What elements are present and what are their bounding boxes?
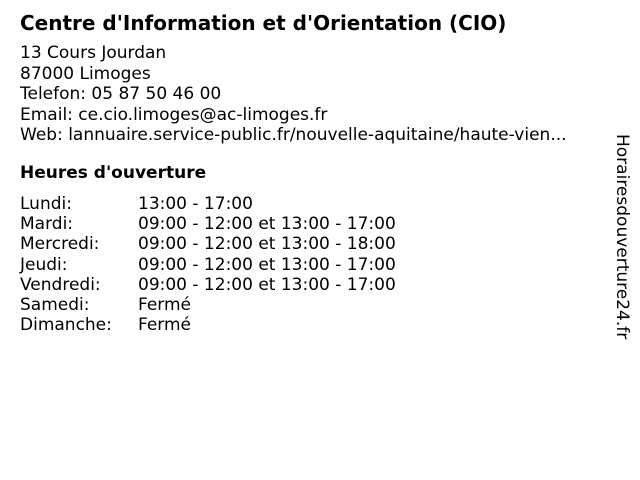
hours-row-thursday (20, 255, 396, 275)
hours-row-sunday (20, 315, 396, 335)
day-label: Mardi: (20, 214, 74, 235)
day-hours: Fermé (138, 315, 192, 336)
day-label: Mercredi: (20, 234, 100, 255)
hours-row-saturday (20, 295, 396, 315)
page-title: Centre d'Information et d'Orientation (CIO) (20, 11, 507, 35)
street-address: 13 Cours Jourdan (20, 43, 167, 63)
opening-hours-table (20, 194, 396, 335)
hours-row-tuesday (20, 214, 396, 234)
day-label: Vendredi: (20, 274, 101, 295)
hours-row-friday (20, 275, 396, 295)
phone-number: Telefon: 05 87 50 46 00 (20, 84, 222, 104)
website-url: Web: lannuaire.service-public.fr/nouvelle-aquitaine/haute-vien... (20, 125, 567, 145)
city-postal: 87000 Limoges (20, 63, 151, 84)
day-hours: 09:00 - 12:00 et 13:00 - 18:00 (138, 234, 396, 255)
day-label: Dimanche: (20, 315, 112, 336)
hours-heading: Heures d'ouverture (20, 163, 207, 183)
hours-row-monday (20, 194, 396, 214)
hours-row-wednesday (20, 234, 396, 254)
day-hours: 09:00 - 12:00 et 13:00 - 17:00 (138, 274, 396, 295)
day-hours: 13:00 - 17:00 (138, 194, 253, 214)
email-address: Email: ce.cio.limoges@ac-limoges.fr (20, 104, 328, 125)
day-label: Lundi: (20, 194, 72, 214)
address-block (20, 43, 567, 146)
day-hours: Fermé (138, 294, 192, 315)
day-label: Samedi: (20, 294, 90, 315)
day-label: Jeudi: (20, 254, 68, 275)
day-hours: 09:00 - 12:00 et 13:00 - 17:00 (138, 214, 396, 235)
site-watermark: Horairesdouverture24.fr (612, 134, 632, 340)
day-hours: 09:00 - 12:00 et 13:00 - 17:00 (138, 254, 396, 275)
